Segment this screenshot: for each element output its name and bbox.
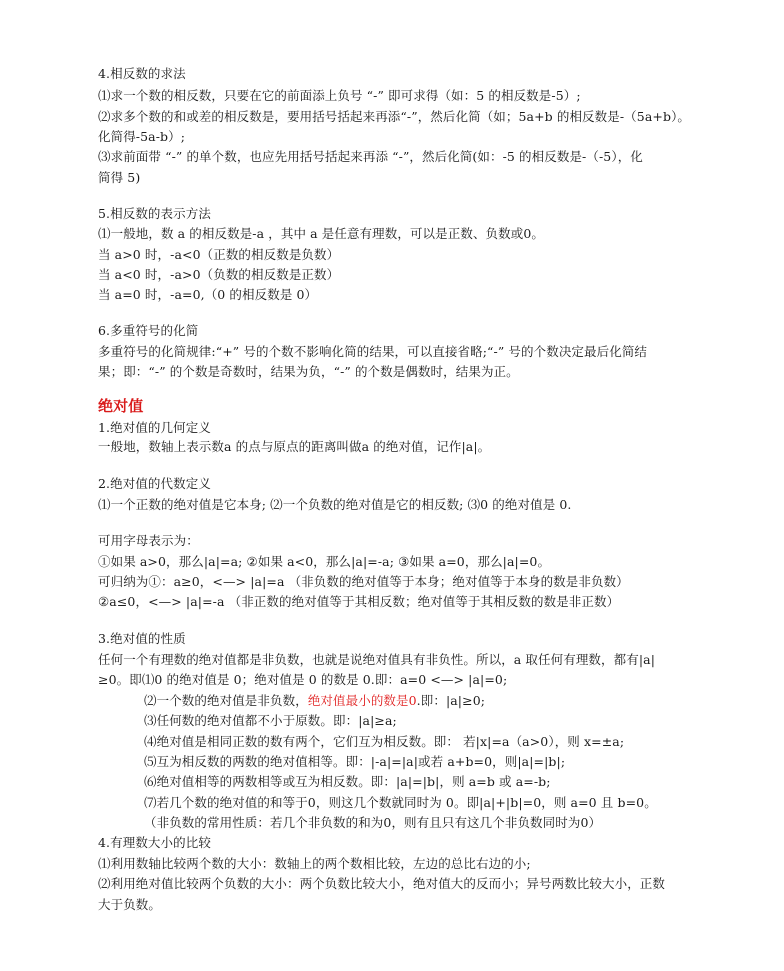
section-title: 5.相反数的表示方法: [98, 206, 211, 221]
text-line: ②a≤0，<—> |a|=-a （非正数的绝对值等于其相反数；绝对值等于其相反数的数是非正数）: [98, 594, 620, 609]
highlight-text: 绝对值最小的数是0: [307, 693, 417, 708]
section-title: 6.多重符号的化简: [98, 323, 199, 338]
text-line: ⑸互为相反数的两数的绝对值相等。即：|-a|=|a|或若 a+b=0，则|a|=|b|;: [144, 754, 566, 769]
text-line: 当 a<0 时，-a>0（负数的相反数是正数）: [98, 267, 340, 282]
text-line: ⑴一般地，数 a 的相反数是-a ，其中 a 是任意有理数，可以是正数、负数或0。: [98, 226, 545, 241]
chapter-heading: 绝对值: [98, 397, 144, 415]
text-line: 大于负数。: [98, 897, 162, 912]
text-line: ≥0。即⑴0 的绝对值是 0；绝对值是 0 的数是 0.即：a=0 <—> |a|=0;: [98, 672, 508, 687]
text-line: 多重符号的化简规律:“+” 号的个数不影响化简的结果，可以直接省略;“-” 号的个数决定最后化简结: [98, 344, 648, 359]
section-title: 3.绝对值的性质: [98, 631, 186, 646]
text-line: ⑷绝对值是相同正数的数有两个，它们互为相反数。即： 若|x|=a（a>0），则 x=±a;: [144, 734, 625, 749]
text-line: ⑵利用绝对值比较两个负数的大小：两个负数比较大小，绝对值大的反而小；异号两数比较大小，正数: [98, 876, 666, 891]
section-title: 2.绝对值的代数定义: [98, 476, 211, 491]
text-line: 任何一个有理数的绝对值都是非负数，也就是说绝对值具有非负性。所以，a 取任何有理数，都有|a|: [98, 652, 656, 667]
section-title: 1.绝对值的几何定义: [98, 420, 211, 435]
section-title: 4.相反数的求法: [98, 66, 186, 81]
text-line: ①如果 a>0，那么|a|=a; ②如果 a<0，那么|a|=-a; ③如果 a=0，那么|a|=0。: [98, 554, 551, 569]
text-line: [144, 691, 485, 711]
text-line: 当 a=0 时，-a=0,（0 的相反数是 0）: [98, 287, 318, 302]
text-line: ⑴一个正数的绝对值是它本身; ⑵一个负数的绝对值是它的相反数; ⑶0 的绝对值是 0.: [98, 497, 572, 512]
text-line: （非负数的常用性质：若几个非负数的和为0，则有且只有这几个非负数同时为0）: [144, 815, 602, 830]
text-line: 可归纳为①：a≥0，<—> |a|=a （非负数的绝对值等于本身；绝对值等于本身的数是非负数）: [98, 574, 629, 589]
text-line: ⑵求多个数的和或差的相反数是，要用括号括起来再添“-”，然后化简（如；5a+b 的相反数是-（5a+b）。: [98, 109, 691, 124]
text-line: ⑶任何数的绝对值都不小于原数。即：|a|≥a;: [144, 713, 397, 728]
text-line: 化简得-5a-b）;: [98, 129, 186, 144]
text-line: ⑴求一个数的相反数，只要在它的前面添上负号 “-” 即可求得（如：5 的相反数是-5）;: [98, 88, 581, 103]
text-line: ⑹绝对值相等的两数相等或互为相反数。即：|a|=|b|，则 a=b 或 a=-b;: [144, 774, 551, 789]
text-segment: .即：|a|≥0;: [416, 693, 486, 708]
section-title: 4.有理数大小的比较: [98, 835, 211, 850]
text-segment: ⑵一个数的绝对值是非负数，: [144, 693, 308, 708]
text-line: 果；即：“-” 的个数是奇数时，结果为负，“-” 的个数是偶数时，结果为正。: [98, 364, 519, 379]
text-line: 简得 5): [98, 170, 141, 185]
text-line: 可用字母表示为：: [98, 533, 199, 548]
text-line: 当 a>0 时，-a<0（正数的相反数是负数）: [98, 247, 340, 262]
text-line: ⑴利用数轴比较两个数的大小：数轴上的两个数相比较，左边的总比右边的小;: [98, 856, 531, 871]
text-line: ⑶求前面带 “-” 的单个数，也应先用括号括起来再添 “-”，然后化简(如：-5 的相反数是-（-5），化: [98, 149, 643, 164]
text-line: ⑺若几个数的绝对值的和等于0，则这几个数就同时为 0。即|a|+|b|=0，则 a=0 且 b=0。: [144, 795, 657, 810]
text-line: 一般地，数轴上表示数a 的点与原点的距离叫做a 的绝对值，记作|a|。: [98, 439, 491, 454]
